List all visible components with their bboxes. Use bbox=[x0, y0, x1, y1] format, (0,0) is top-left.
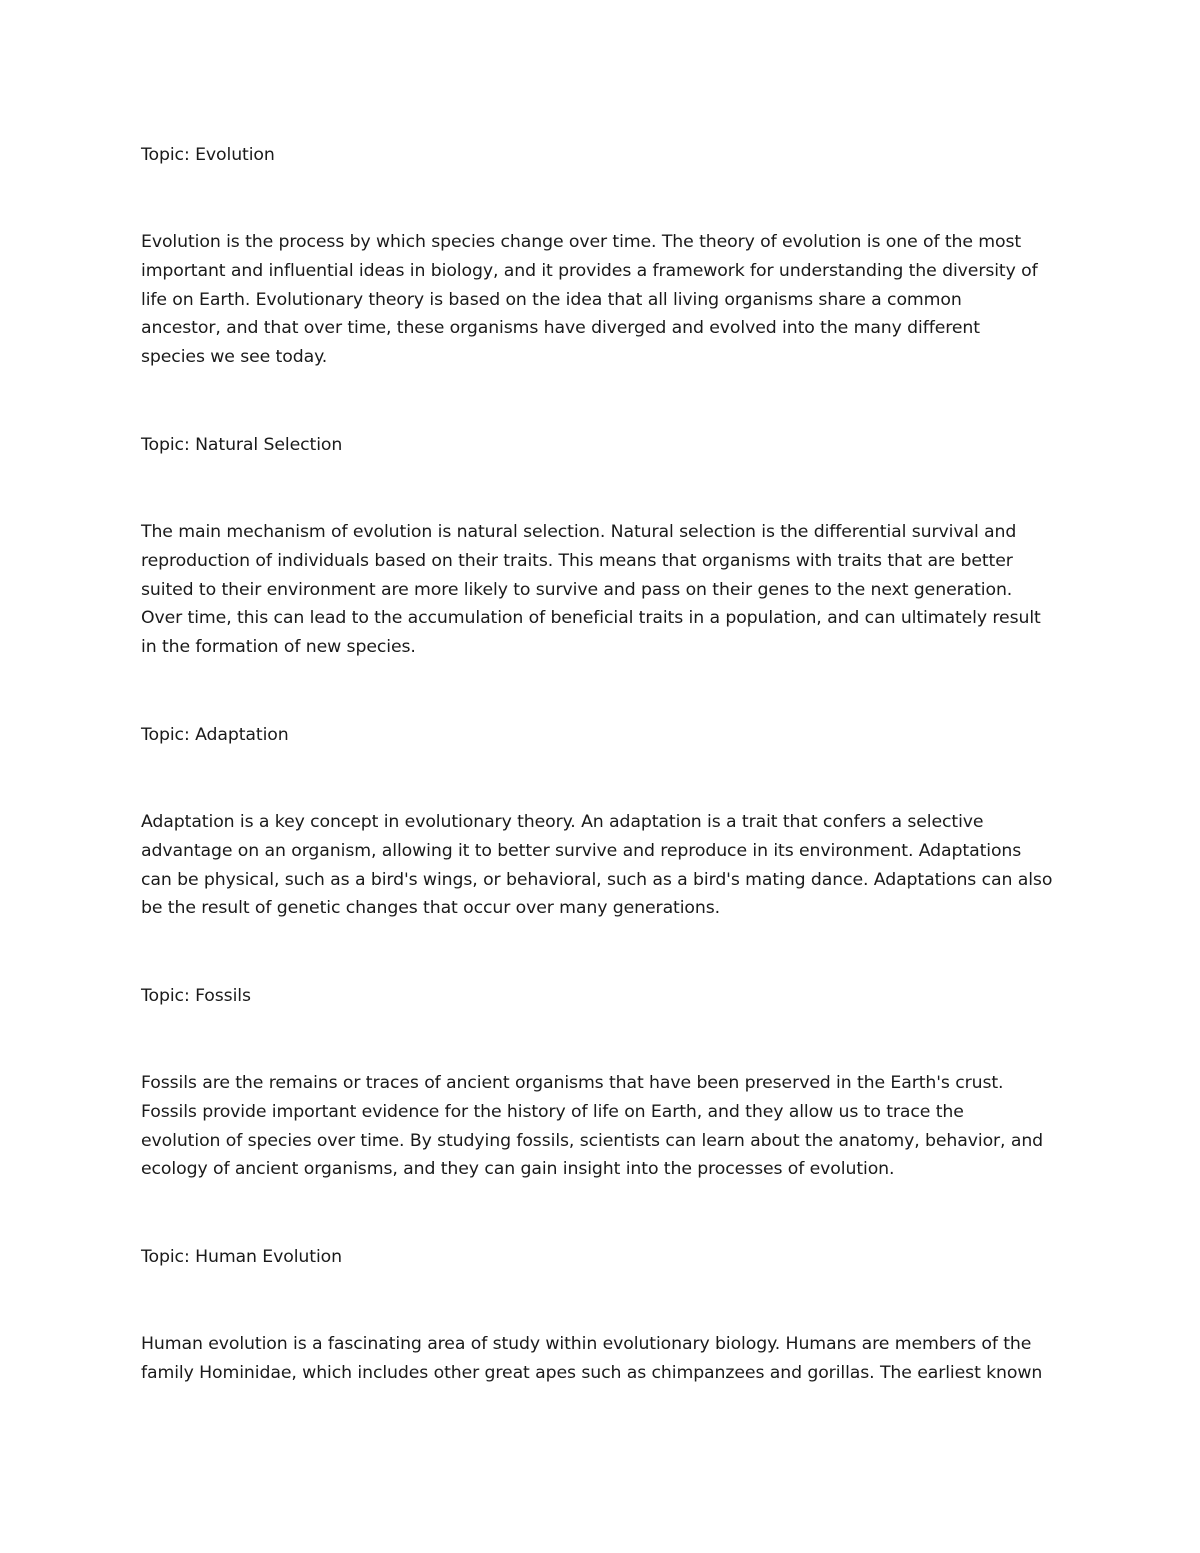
paragraph-line: Adaptation is a key concept in evolutionary theory. An adaptation is a trait that confers a selective bbox=[141, 812, 984, 832]
section-paragraph-adaptation bbox=[141, 808, 1052, 923]
paragraph-line: advantage on an organism, allowing it to better survive and reproduce in its environment. Adaptations bbox=[141, 840, 1022, 861]
section-heading-natural-selection: Topic: Natural Selection bbox=[141, 435, 343, 455]
paragraph-line: The main mechanism of evolution is natural selection. Natural selection is the differential survival and bbox=[141, 522, 1017, 542]
paragraph-line: suited to their environment are more likely to survive and pass on their genes to the next generation. bbox=[141, 579, 1013, 600]
paragraph-line: Fossils provide important evidence for the history of life on Earth, and they allow us to trace the bbox=[141, 1101, 964, 1122]
paragraph-line: Fossils are the remains or traces of ancient organisms that have been preserved in the Earth's crust. bbox=[141, 1073, 1004, 1093]
paragraph-line: family Hominidae, which includes other great apes such as chimpanzees and gorillas. The earliest known bbox=[141, 1362, 1043, 1383]
section-paragraph-fossils bbox=[141, 1069, 1043, 1184]
paragraph-line: Human evolution is a fascinating area of study within evolutionary biology. Humans are members of the bbox=[141, 1334, 1032, 1354]
section-paragraph-evolution bbox=[141, 228, 1038, 372]
section-heading-adaptation: Topic: Adaptation bbox=[141, 725, 289, 745]
paragraph-line: life on Earth. Evolutionary theory is based on the idea that all living organisms share a common bbox=[141, 289, 962, 310]
paragraph-line: ecology of ancient organisms, and they can gain insight into the processes of evolution. bbox=[141, 1159, 895, 1180]
section-heading-fossils: Topic: Fossils bbox=[141, 986, 251, 1006]
paragraph-line: evolution of species over time. By studying fossils, scientists can learn about the anatomy, behavior, and bbox=[141, 1130, 1044, 1151]
section-paragraph-natural-selection bbox=[141, 518, 1041, 662]
section-paragraph-human-evolution bbox=[141, 1330, 1042, 1388]
section-heading-evolution: Topic: Evolution bbox=[141, 145, 275, 165]
paragraph-line: reproduction of individuals based on their traits. This means that organisms with traits that are better bbox=[141, 550, 1013, 571]
paragraph-line: be the result of genetic changes that occur over many generations. bbox=[141, 898, 721, 919]
paragraph-line: Evolution is the process by which species change over time. The theory of evolution is one of the most bbox=[141, 232, 1022, 252]
section-heading-human-evolution: Topic: Human Evolution bbox=[141, 1247, 342, 1267]
paragraph-line: important and influential ideas in biology, and it provides a framework for understanding the diversity of bbox=[141, 260, 1038, 281]
paragraph-line: ancestor, and that over time, these organisms have diverged and evolved into the many different bbox=[141, 318, 980, 339]
paragraph-line: Over time, this can lead to the accumulation of beneficial traits in a population, and can ultimately result bbox=[141, 608, 1041, 629]
paragraph-line: can be physical, such as a bird's wings, or behavioral, such as a bird's mating dance. Adaptations can also bbox=[141, 869, 1053, 890]
paragraph-line: in the formation of new species. bbox=[141, 637, 416, 658]
paragraph-line: species we see today. bbox=[141, 347, 328, 368]
